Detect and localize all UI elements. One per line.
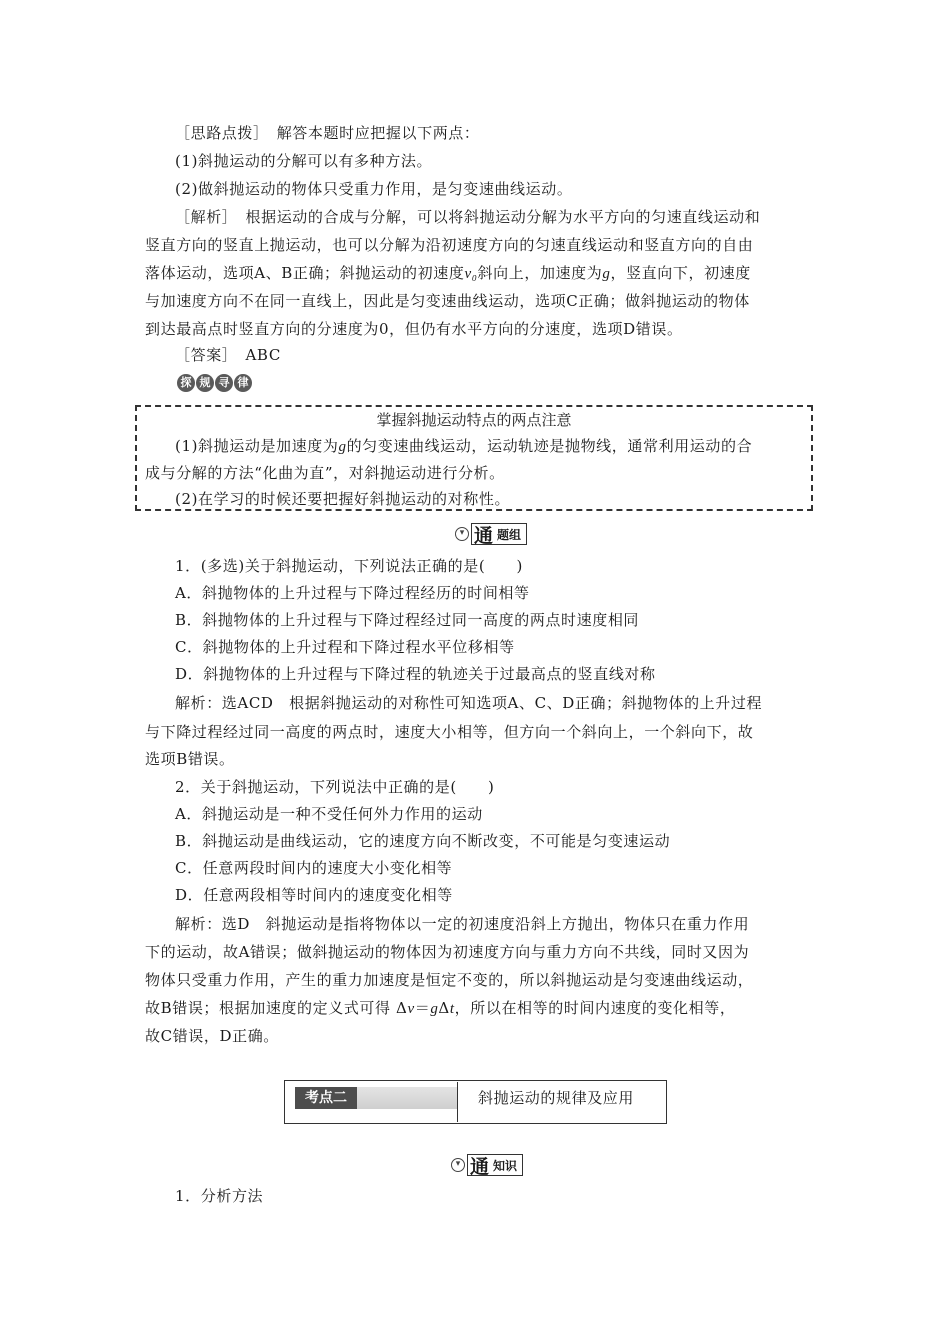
tanguixunlu-badge xyxy=(177,373,257,393)
question-stem: 1．(多选)关于斜抛运动，下列说法正确的是( ) xyxy=(175,557,523,575)
analysis-line: ［解析］ 根据运动的合成与分解，可以将斜抛运动分解为水平方向的匀速直线运动和 xyxy=(175,208,761,226)
analysis-line: 竖直方向的竖直上抛运动，也可以分解为沿初速度方向的匀速直线运动和竖直方向的自由 xyxy=(145,236,754,254)
kaodian-divider xyxy=(457,1082,458,1122)
badge-char: 规 xyxy=(196,374,214,392)
chevron-down-icon: ▾ xyxy=(455,527,469,541)
chevron-down-icon: ▾ xyxy=(451,1158,465,1172)
solution-line: 解析：选D 斜抛运动是指将物体以一定的初速度沿斜上方抛出，物体只在重力作用 xyxy=(175,915,750,933)
badge-char: 探 xyxy=(177,374,195,392)
tongzhishi-badge: ▾ 通 知识 xyxy=(451,1154,523,1176)
question-stem: 2．关于斜抛运动，下列说法中正确的是( ) xyxy=(175,778,495,796)
question-option: B．斜抛物体的上升过程与下降过程经过同一高度的两点时速度相同 xyxy=(175,611,640,629)
notes-line: (1)斜抛运动是加速度为g的匀变速曲线运动，运动轨迹是抛物线，通常利用运动的合 xyxy=(175,437,753,455)
question-option: D．斜抛物体的上升过程与下降过程的轨迹关于过最高点的竖直线对称 xyxy=(175,665,656,683)
question-option: A．斜抛运动是一种不受任何外力作用的运动 xyxy=(175,805,483,823)
kaodian-title: 斜抛运动的规律及应用 xyxy=(478,1089,635,1107)
solution-line: 故C错误，D正确。 xyxy=(145,1027,279,1045)
notes-box-title: 掌握斜抛运动特点的两点注意 xyxy=(376,411,572,429)
hint-point-2: (2)做斜抛运动的物体只受重力作用，是匀变速曲线运动。 xyxy=(175,180,573,198)
solution-line: 物体只受重力作用，产生的重力加速度是恒定不变的，所以斜抛运动是匀变速曲线运动， xyxy=(145,971,754,989)
question-option: C．斜抛物体的上升过程和下降过程水平位移相等 xyxy=(175,638,515,656)
tongtizu-badge: ▾ 通 题组 xyxy=(455,523,527,545)
answer-line: ［答案］ ABC xyxy=(175,346,281,364)
notes-line: (2)在学习的时候还要把握好斜抛运动的对称性。 xyxy=(175,490,511,508)
notes-line: 成与分解的方法“化曲为直”，对斜抛运动进行分析。 xyxy=(145,464,505,482)
g-symbol: g xyxy=(338,439,347,455)
analysis-line: 落体运动，选项A、B正确；斜抛运动的初速度v₀斜向上，加速度为g，竖直向下，初速度 xyxy=(145,264,751,282)
solution-line: 下的运动，故A错误；做斜抛运动的物体因为初速度方向与重力方向不共线，同时又因为 xyxy=(145,943,750,961)
badge-char: 寻 xyxy=(215,374,233,392)
hint-point-1: (1)斜抛运动的分解可以有多种方法。 xyxy=(175,152,433,170)
question-option: C．任意两段时间内的速度大小变化相等 xyxy=(175,859,453,877)
analysis-line: 到达最高点时竖直方向的分速度为0，但仍有水平方向的分速度，选项D错误。 xyxy=(145,320,683,338)
analysis-line: 与加速度方向不在同一直线上，因此是匀变速曲线运动，选项C正确；做斜抛运动的物体 xyxy=(145,292,750,310)
question-option: D．任意两段相等时间内的速度变化相等 xyxy=(175,886,453,904)
kaodian-tag-label: 考点二 xyxy=(295,1087,357,1109)
solution-line: 选项B错误。 xyxy=(145,750,235,768)
section-item: 1．分析方法 xyxy=(175,1187,264,1205)
hint-heading: ［思路点拨］ 解答本题时应把握以下两点： xyxy=(175,124,480,142)
v0-symbol: v₀ xyxy=(464,266,478,282)
solution-line: 与下降过程经过同一高度的两点时，速度大小相等，但方向一个斜向上，一个斜向下，故 xyxy=(145,723,754,741)
question-option: A．斜抛物体的上升过程与下降过程经历的时间相等 xyxy=(175,584,530,602)
badge-char: 律 xyxy=(234,374,252,392)
g-symbol: g xyxy=(602,266,611,282)
solution-line: 解析：选ACD 根据斜抛运动的对称性可知选项A、C、D正确；斜抛物体的上升过程 xyxy=(175,694,763,712)
solution-line: 故B错误；根据加速度的定义式可得 Δv＝gΔt，所以在相等的时间内速度的变化相等， xyxy=(145,999,736,1017)
question-option: B．斜抛运动是曲线运动，它的速度方向不断改变，不可能是匀变速运动 xyxy=(175,832,671,850)
